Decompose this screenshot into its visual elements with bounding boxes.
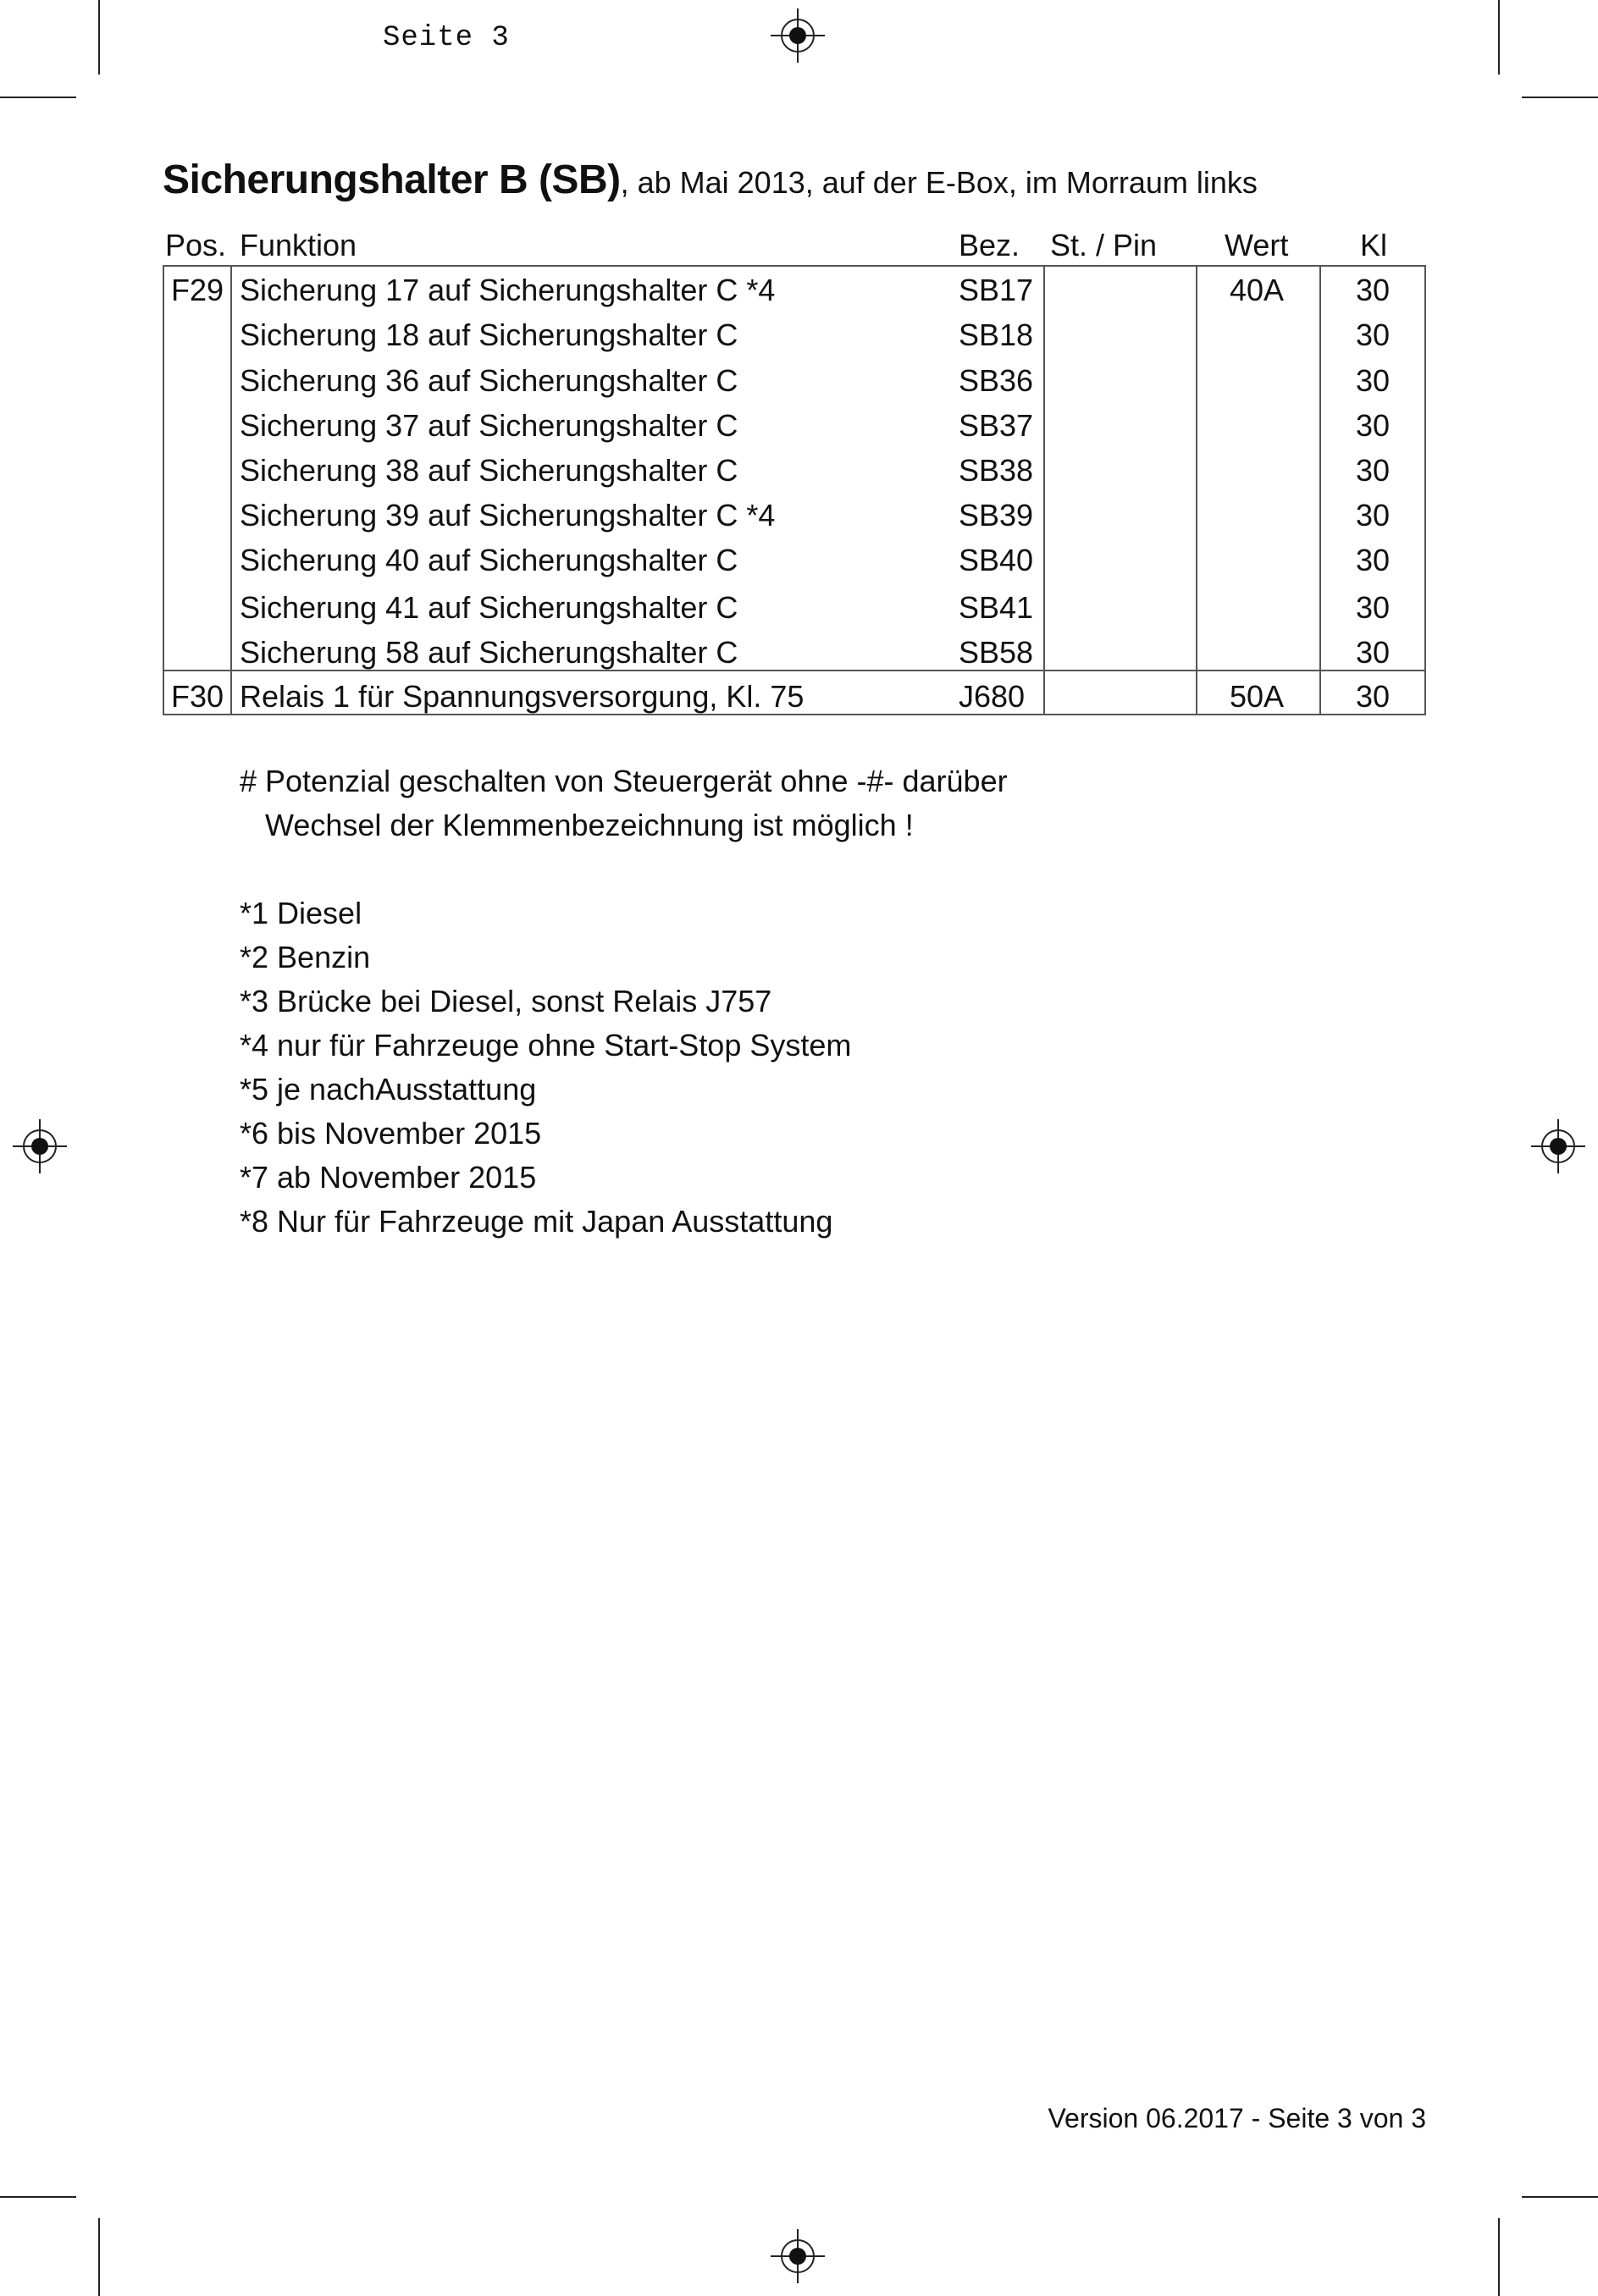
potential-note-line2: Wechsel der Klemmenbezeichnung ist möglich ! [265,808,914,842]
table-cell-kl: 30 [1356,679,1391,714]
header-pos: Pos. [165,228,227,262]
table-cell-funktion: Sicherung 36 auf Sicherungshalter C [240,363,738,398]
footnote-item: *5 je nachAusstattung [240,1072,537,1107]
table-cell-wert: 50A [1230,679,1285,714]
table-cell-funktion: Sicherung 38 auf Sicherungshalter C [240,453,738,488]
table-border-bottom [163,714,1426,715]
table-cell-bez: SB38 [959,453,1034,488]
table-cell-bez: SB18 [959,317,1034,352]
registration-mark-icon [771,2229,825,2283]
crop-mark [1522,2196,1598,2198]
header-funktion: Funktion [240,228,357,262]
crop-mark [98,2218,100,2296]
table-cell-kl: 30 [1356,273,1391,307]
potential-note-line1: # Potenzial geschalten von Steuergerät ohne -#- darüber [240,764,1008,798]
table-cell-kl: 30 [1356,590,1391,625]
table-cell-funktion: Relais 1 für Spannungsversorgung, Kl. 75 [240,679,805,714]
table-col-divider [230,265,232,715]
table-border-top [163,265,1426,267]
table-cell-wert: 40A [1230,273,1285,307]
footnote-item: *2 Benzin [240,940,371,974]
table-col-divider [1196,265,1197,715]
table-border-left [163,265,164,715]
table-cell-bez: SB36 [959,363,1034,398]
table-cell-bez: SB40 [959,543,1034,577]
header-st-pin: St. / Pin [1050,228,1158,262]
table-cell-funktion: Sicherung 39 auf Sicherungshalter C *4 [240,498,776,533]
table-cell-kl: 30 [1356,635,1391,670]
header-bez: Bez. [959,228,1020,262]
table-cell-funktion: Sicherung 37 auf Sicherungshalter C [240,408,738,443]
fuse-table [0,0,1598,762]
footnote-item: *7 ab November 2015 [240,1160,537,1195]
table-cell-kl: 30 [1356,543,1391,577]
table-cell-kl: 30 [1356,408,1391,443]
table-cell-kl: 30 [1356,453,1391,488]
table-cell-bez: SB17 [959,273,1034,307]
table-cell-bez: J680 [959,679,1026,714]
footnote-item: *4 nur für Fahrzeuge ohne Start-Stop System [240,1028,852,1062]
table-cell-funktion: Sicherung 58 auf Sicherungshalter C [240,635,738,670]
table-cell-funktion: Sicherung 17 auf Sicherungshalter C *4 [240,273,776,307]
table-cell-bez: SB37 [959,408,1034,443]
table-col-divider [1043,265,1045,715]
table-cell-kl: 30 [1356,363,1391,398]
header-wert: Wert [1225,228,1289,262]
table-cell-bez: SB58 [959,635,1034,670]
footnote-item: *8 Nur für Fahrzeuge mit Japan Ausstattung [240,1204,833,1239]
registration-mark-icon [1531,1119,1585,1173]
footnote-item: *3 Brücke bei Diesel, sonst Relais J757 [240,984,772,1018]
table-cell-kl: 30 [1356,498,1391,533]
section-title-sub: , ab Mai 2013, auf der E-Box, im Morraum links [620,165,1258,200]
header-kl: Kl [1360,228,1388,262]
table-border-right [1424,265,1426,715]
page-footer-version: Version 06.2017 - Seite 3 von 3 [1048,2103,1426,2133]
table-cell-funktion: Sicherung 18 auf Sicherungshalter C [240,317,738,352]
footnote-item: *6 bis November 2015 [240,1116,542,1151]
table-row-divider [163,670,1426,671]
crop-mark [1498,2218,1500,2296]
table-cell-pos: F29 [171,273,224,307]
table-cell-funktion: Sicherung 40 auf Sicherungshalter C [240,543,738,577]
table-cell-bez: SB41 [959,590,1034,625]
table-cell-funktion: Sicherung 41 auf Sicherungshalter C [240,590,738,625]
footnote-item: *1 Diesel [240,896,362,930]
section-title-main: Sicherungshalter B (SB) [163,157,621,202]
table-cell-bez: SB39 [959,498,1034,533]
table-cell-kl: 30 [1356,317,1391,352]
table-cell-pos: F30 [171,679,224,714]
crop-mark [0,2196,76,2198]
page-header-label: Seite 3 [383,22,510,54]
table-col-divider [1319,265,1321,715]
registration-mark-icon [13,1119,67,1173]
